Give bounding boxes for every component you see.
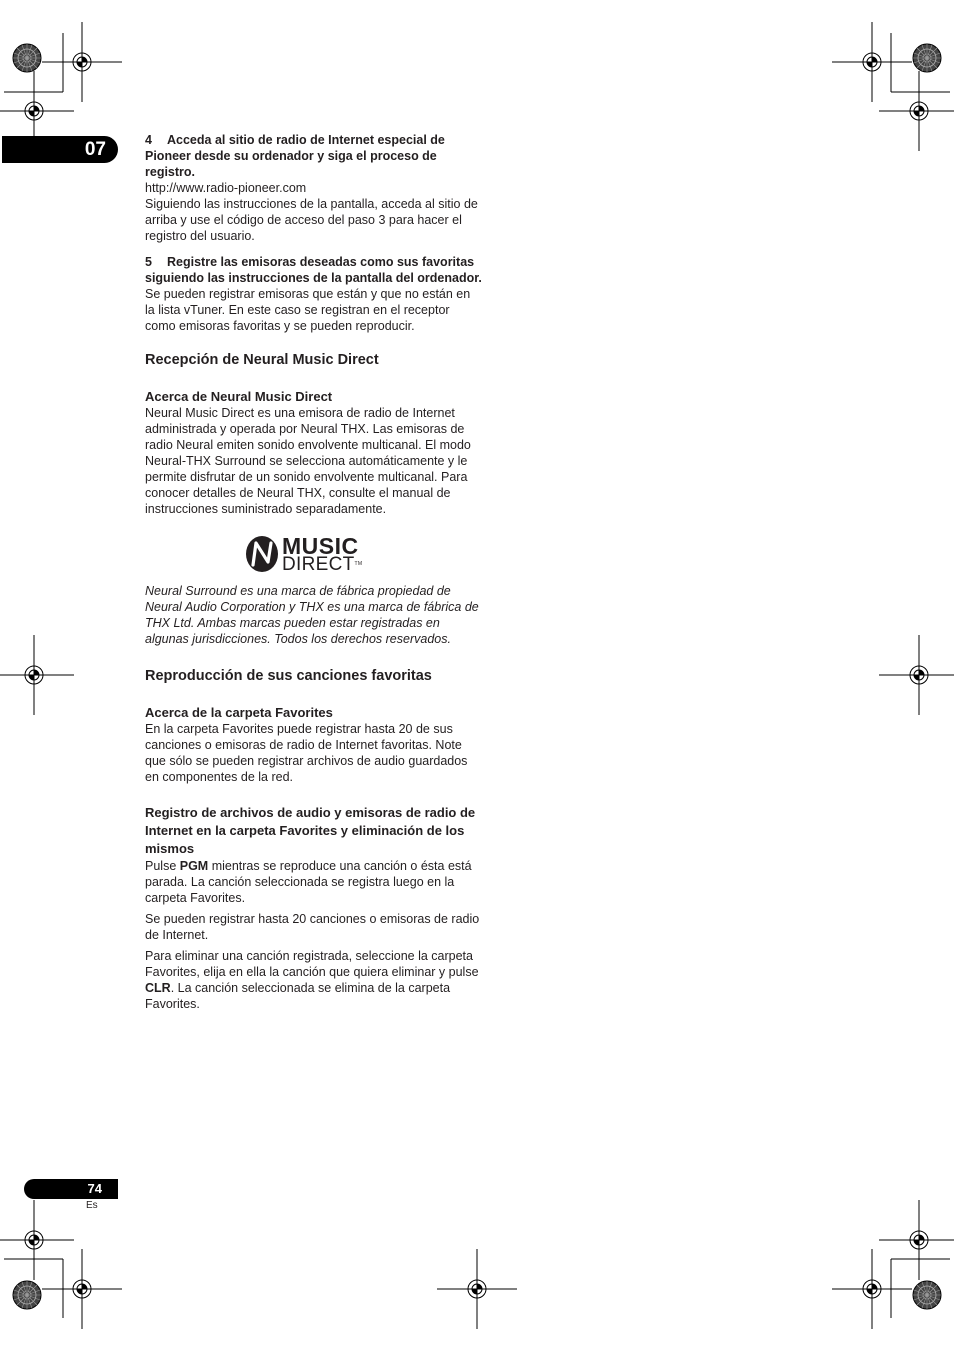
registration-mark-icon bbox=[832, 1249, 912, 1329]
music-direct-logo bbox=[245, 532, 483, 576]
favorites-heading: Reproducción de sus canciones favoritas bbox=[145, 668, 432, 684]
register-paragraph-3: Para eliminar una canción registrada, seleccione la carpeta Favorites, elija en ella la canción que quiera eliminar y pulse CLR. La canción seleccionada se elimina de la carpeta Favorites. bbox=[145, 949, 479, 1011]
star-target-icon bbox=[913, 44, 941, 72]
favorites-body: En la carpeta Favorites puede registrar hasta 20 de sus canciones o emisoras de radio de Internet favoritas. Note que sólo se pueden registrar archivos de audio guardados en componentes de la red. bbox=[145, 722, 468, 784]
registration-mark-icon bbox=[879, 71, 954, 151]
pgm-key: PGM bbox=[179, 859, 209, 873]
neural-body: Neural Music Direct es una emisora de radio de Internet administrada y operada por Neural THX. Las emisoras de radio Neural emiten sonido envolvente multicanal. El modo Neural-THX Surround se selecciona automáticamente y le permite disfrutar de un sonido envolvente multicanal. Para conocer detalles de Neural THX, consulte el manual de instrucciones suministrado separadamente. bbox=[145, 406, 471, 516]
registration-mark-icon bbox=[832, 22, 912, 102]
register-paragraph-1: Pulse PGM mientras se reproduce una canción o ésta está parada. La canción seleccionada se registra luego en la carpeta Favorites. bbox=[145, 859, 472, 905]
registration-mark-icon bbox=[879, 1200, 954, 1280]
trademark-note: Neural Surround es una marca de fábrica propiedad de Neural Audio Corporation y THX es una marca de fábrica de THX Ltd. Ambas marcas pueden estar registradas en algunas jurisdicciones. Todos los derechos reservados. bbox=[145, 584, 479, 646]
registration-mark-icon bbox=[0, 635, 74, 715]
register-paragraph-2: Se pueden registrar hasta 20 canciones o emisoras de radio de Internet. bbox=[145, 912, 480, 942]
clr-key: CLR bbox=[145, 981, 171, 995]
step-4-url: http://www.radio-pioneer.com bbox=[145, 181, 307, 195]
registration-mark-icon bbox=[42, 1249, 122, 1329]
registration-mark-icon bbox=[437, 1249, 517, 1329]
favorites-subheading: Acerca de la carpeta Favorites bbox=[145, 705, 333, 720]
register-heading: Registro de archivos de audio y emisoras de radio de Internet en la carpeta Favorites y eliminación de los mismos bbox=[145, 805, 476, 856]
chapter-number: 07 bbox=[84, 139, 106, 160]
neural-n-icon bbox=[245, 535, 279, 573]
page-number-tab bbox=[24, 1179, 118, 1199]
registration-mark-icon bbox=[879, 635, 954, 715]
logo-direct-text: DIRECTTM bbox=[282, 553, 363, 575]
page-number: 74 bbox=[87, 1181, 102, 1196]
star-target-icon bbox=[913, 1281, 941, 1309]
language-code: Es bbox=[86, 1200, 98, 1211]
registration-mark-icon bbox=[42, 22, 122, 102]
main-column bbox=[145, 132, 483, 1012]
step-4-body: Siguiendo las instrucciones de la pantalla, acceda al sitio de arriba y use el código de acceso del paso 3 para hacer el registro del usuario. bbox=[145, 197, 478, 243]
neural-heading: Recepción de Neural Music Direct bbox=[145, 352, 379, 368]
step-4-title: 4 Acceda al sitio de radio de Internet especial de Pioneer desde su ordenador y siga el proceso de registro. bbox=[145, 133, 445, 179]
star-target-icon bbox=[13, 44, 41, 72]
logo-music-text: MUSIC bbox=[282, 532, 359, 559]
step-5-title: 5 Registre las emisoras deseadas como sus favoritas siguiendo las instrucciones de la pantalla del ordenador. bbox=[145, 255, 482, 285]
neural-subheading: Acerca de Neural Music Direct bbox=[145, 389, 333, 404]
step-5-body: Se pueden registrar emisoras que están y que no están en la lista vTuner. En este caso se registran en el receptor como emisoras favoritas y se pueden reproducir. bbox=[145, 287, 471, 333]
trademark-symbol: TM bbox=[354, 560, 363, 567]
star-target-icon bbox=[13, 1281, 41, 1309]
chapter-tab bbox=[2, 136, 118, 163]
